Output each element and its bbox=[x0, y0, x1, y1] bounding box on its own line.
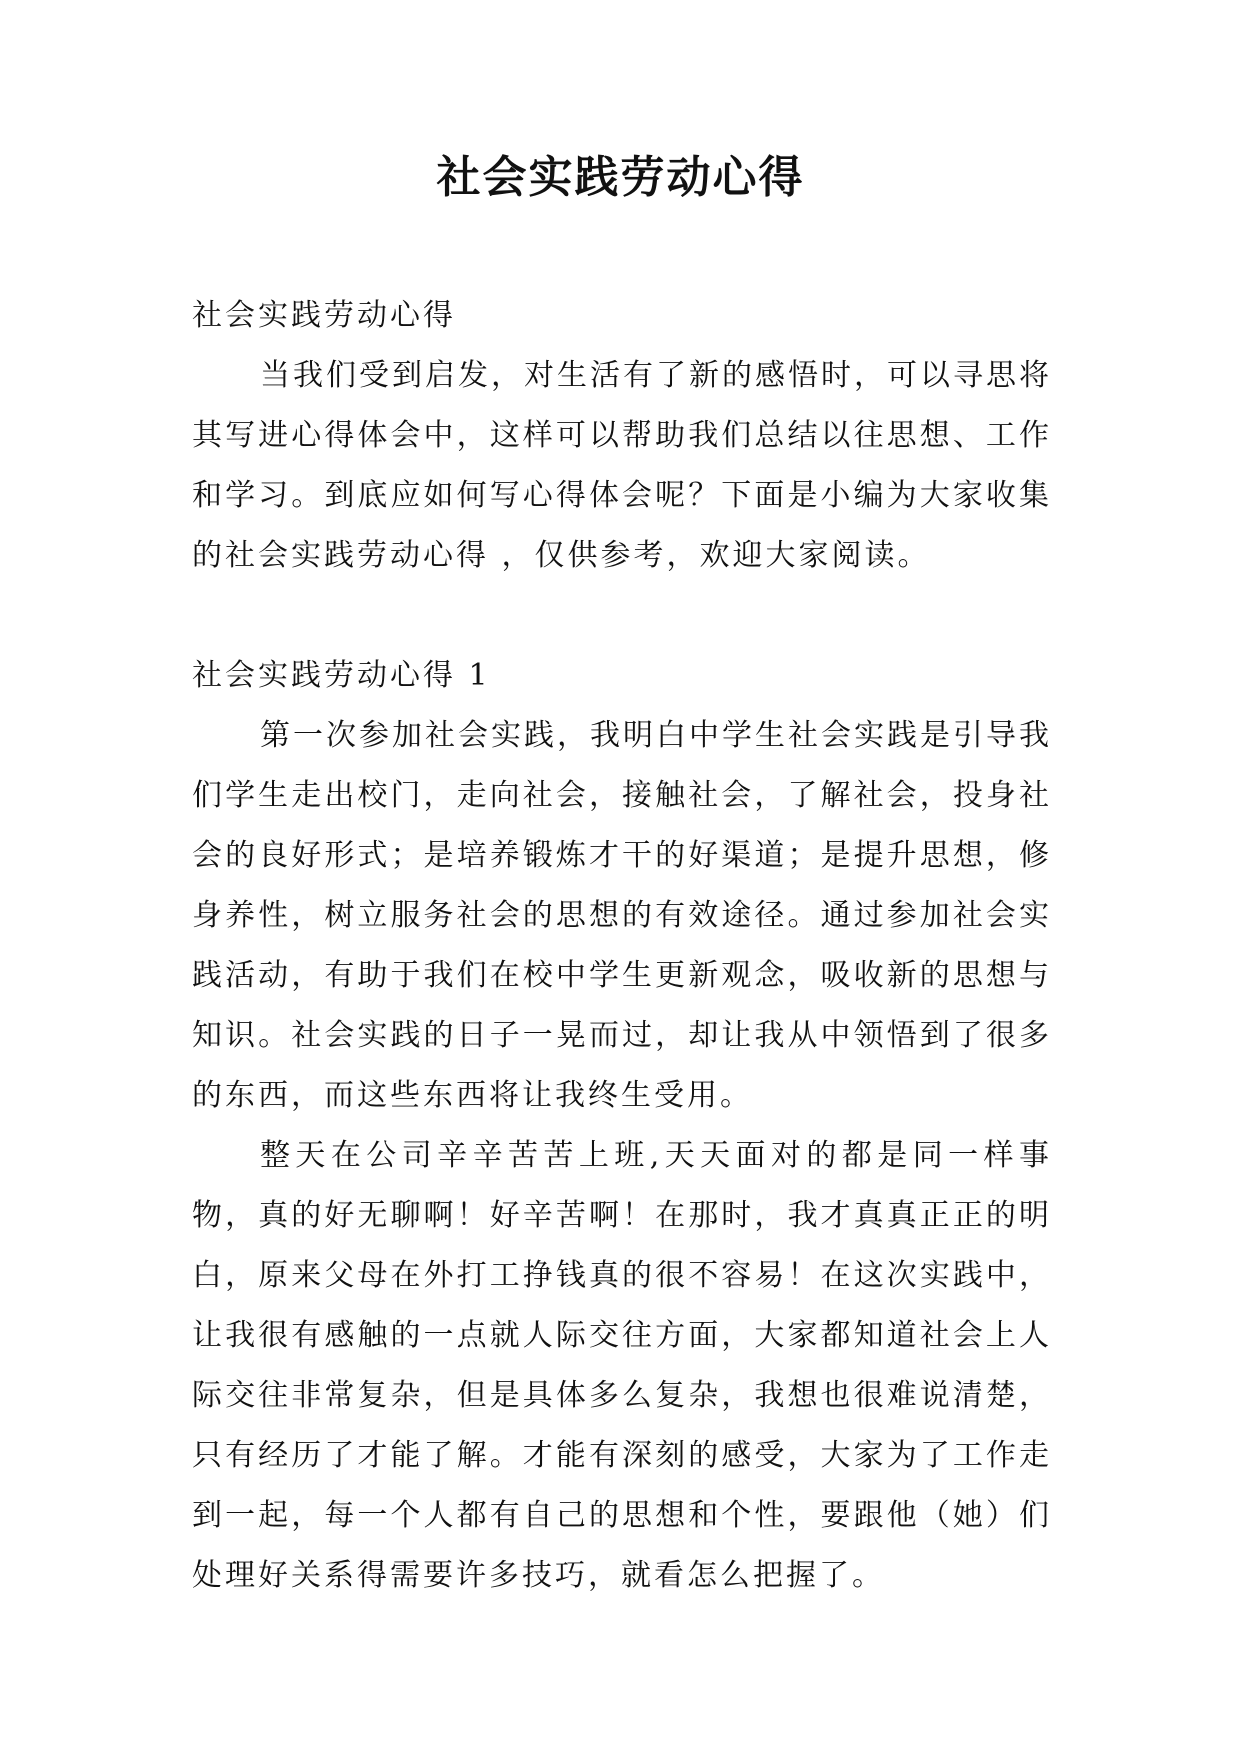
subtitle: 社会实践劳动心得 bbox=[192, 298, 456, 333]
body-paragraph: 第一次参加社会实践，我明白中学生社会实践是引导我们学生走出校门，走向社会，接触社会，了解社会，投身社会的良好形式；是培养锻炼才干的好渠道；是提升思想，修身养性，树立服务社会的思想的有效途径。通过参加社会实践活动，有助于我们在校中学生更新观念，吸收新的思想与知识。社会实践的日子一晃而过，却让我从中领悟到了很多的东西，而这些东西将让我终生受用。 bbox=[192, 718, 1052, 1113]
section-heading: 社会实践劳动心得 1 bbox=[192, 658, 491, 693]
intro-paragraph: 当我们受到启发，对生活有了新的感悟时，可以寻思将其写进心得体会中，这样可以帮助我们总结以往思想、工作和学习。到底应如何写心得体会呢？下面是小编为大家收集的社会实践劳动心得 ，仅供参考，欢迎大家阅读。 bbox=[192, 358, 1052, 573]
document-body bbox=[192, 286, 1052, 1606]
body-paragraph: 整天在公司辛辛苦苦上班,天天面对的都是同一样事物，真的好无聊啊！好辛苦啊！在那时，我才真真正正的明白，原来父母在外打工挣钱真的很不容易！在这次实践中，让我很有感触的一点就人际交往方面，大家都知道社会上人际交往非常复杂，但是具体多么复杂，我想也很难说清楚，只有经历了才能了解。才能有深刻的感受，大家为了工作走到一起，每一个人都有自己的思想和个性，要跟他（她）们处理好关系得需要许多技巧，就看怎么把握了。 bbox=[192, 1138, 1052, 1593]
page-title: 社会实践劳动心得 bbox=[436, 152, 805, 203]
